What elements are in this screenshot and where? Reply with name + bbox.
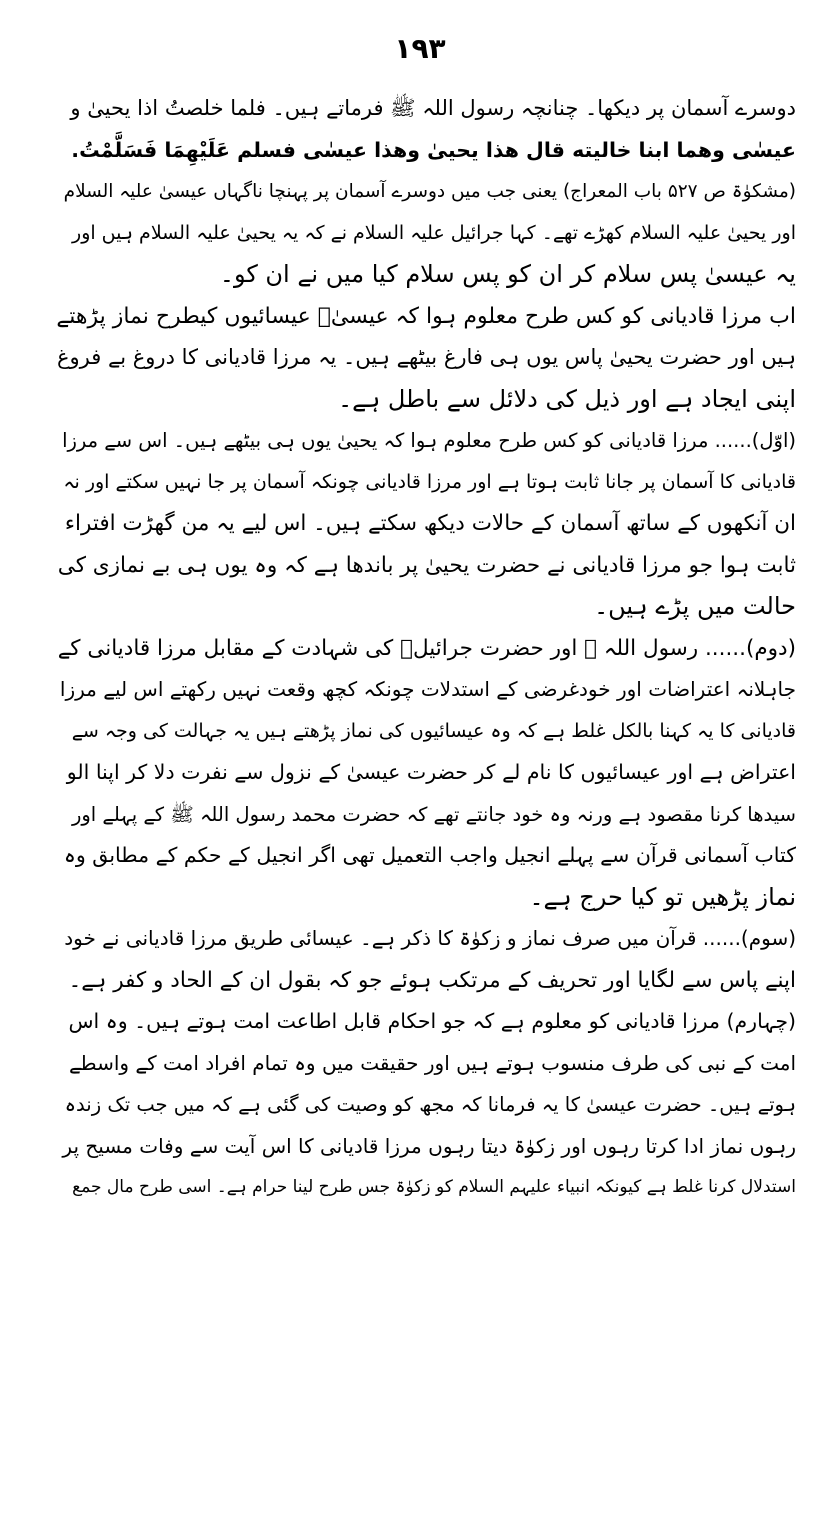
text-line: رہوں نماز ادا کرتا رہوں اور زکوٰۃ دیتا رہوں مرزا قادیانی کا اس آیت سے وفات مسیح پر (62, 1133, 796, 1158)
text-line: جاہلانہ اعتراضات اور خودغرضی کے استدلات چونکہ کچھ وقعت نہیں رکھتے اس لیے مرزا (59, 677, 796, 701)
text-line: استدلال کرنا غلط ہے کیونکہ انبیاء علیہم السلام کو زکوٰۃ جس طرح لینا حرام ہے۔ اسی طرح مال جمع (72, 1177, 796, 1197)
page-number: ۱۹۳ (394, 32, 446, 65)
text-line: اعتراض ہے اور عیسائیوں کا نام لے کر حضرت عیسیٰ کے نزول سے نفرت دلا کر اپنا الو (66, 760, 796, 784)
text-line: حالت میں پڑے ہیں۔ (594, 592, 796, 620)
text-line: ہیں اور حضرت یحییٰ پاس یوں ہی فارغ بیٹھے ہیں۔ یہ مرزا قادیانی کا دروغ بے فروغ (56, 345, 796, 369)
text-line: امت کے نبی کی طرف منسوب ہوتے ہیں اور حقیقت میں وہ تمام افراد امت کے واسطے (68, 1050, 796, 1075)
text-line: کتاب آسمانی قرآن سے پہلے انجیل واجب التعمیل تھی اگر انجیل کے حکم کے مطابق وہ (63, 843, 796, 867)
text-line: (مشکوٰۃ ص ۵۲۷ باب المعراج) یعنی جب میں دوسرے آسمان پر پہنچا ناگہاں عیسیٰ علیہ السلام (63, 181, 796, 202)
body-text (56, 88, 796, 1209)
text-line: قادیانی کا آسمان پر جانا ثابت ہوتا ہے اور مرزا قادیانی چونکہ آسمان پر جا نہیں سکتے اور نہ (63, 470, 796, 493)
text-line: سیدھا کرنا مقصود ہے ورنہ وہ خود جانتے تھے کہ حضرت محمد رسول اللہ ﷺ کے پہلے اور (71, 802, 796, 826)
text-line: یہ عیسیٰ پس سلام کر ان کو پس سلام کیا میں نے ان کو۔ (219, 260, 796, 288)
text-line: اپنی ایجاد ہے اور ذیل کی دلائل سے باطل ہے۔ (338, 384, 796, 413)
text-line: عیسٰی وھما ابنا خالیته قال ھذا یحییٰ وھذا عیسٰی فسلم عَلَیْھِمَا فَسَلَّمْتُ. (71, 137, 796, 162)
text-line: ہوتے ہیں۔ حضرت عیسیٰ کا یہ فرمانا کہ مجھ کو وصیت کی گئی ہے کہ میں جب تک زندہ (64, 1093, 796, 1116)
text-line: (چہارم) مرزا قادیانی کو معلوم ہے کہ جو احکام قابل اطاعت امت ہوتے ہیں۔ وہ اس (68, 1009, 796, 1033)
text-line: اپنے پاس سے لگایا اور تحریف کے مرتکب ہوئے جو کہ بقول ان کے الحاد و کفر ہے۔ (68, 967, 796, 993)
text-line: (سوم)...... قرآن میں صرف نماز و زکوٰۃ کا ذکر ہے۔ عیسائی طریق مرزا قادیانی نے خود (64, 926, 796, 950)
text-line: ثابت ہوا جو مرزا قادیانی نے حضرت یحییٰ پر باندھا ہے کہ وہ یوں ہی بے نمازی کی (57, 552, 796, 578)
text-line: اور یحییٰ علیہ السلام کھڑے تھے۔ کہا جرائیل علیہ السلام نے کہ یہ یحییٰ علیہ السلام ہیں اور (72, 221, 796, 244)
text-line: دوسرے آسمان پر دیکھا۔ چنانچہ رسول اللہ ﷺ فرماتے ہیں۔ فلما خلصتُ اذا یحییٰ و (70, 96, 796, 120)
text-line: اب مرزا قادیانی کو کس طرح معلوم ہوا کہ عیسیٰؑ عیسائیوں کیطرح نماز پڑھتے (56, 303, 796, 329)
text-line: ان آنکھوں کے ساتھ آسمان کے حالات دیکھ سکتے ہیں۔ اس لیے یہ من گھڑت افتراء (64, 511, 796, 536)
text-line: قادیانی کا یہ کہنا بالکل غلط ہے کہ وہ عیسائیوں کی نماز پڑھتے ہیں یہ جہالت کی وجہ سے (71, 719, 796, 742)
text-line: نماز پڑھیں تو کیا حرج ہے۔ (529, 882, 796, 911)
text-line: (دوم)...... رسول اللہ ﷺ اور حضرت جرائیلؑ کی شہادت کے مقابل مرزا قادیانی کے (57, 635, 796, 661)
text-line: (اوّل)...... مرزا قادیانی کو کس طرح معلوم ہوا کہ یحییٰ یوں ہی بیٹھے ہیں۔ اس سے مرزا (62, 429, 796, 452)
